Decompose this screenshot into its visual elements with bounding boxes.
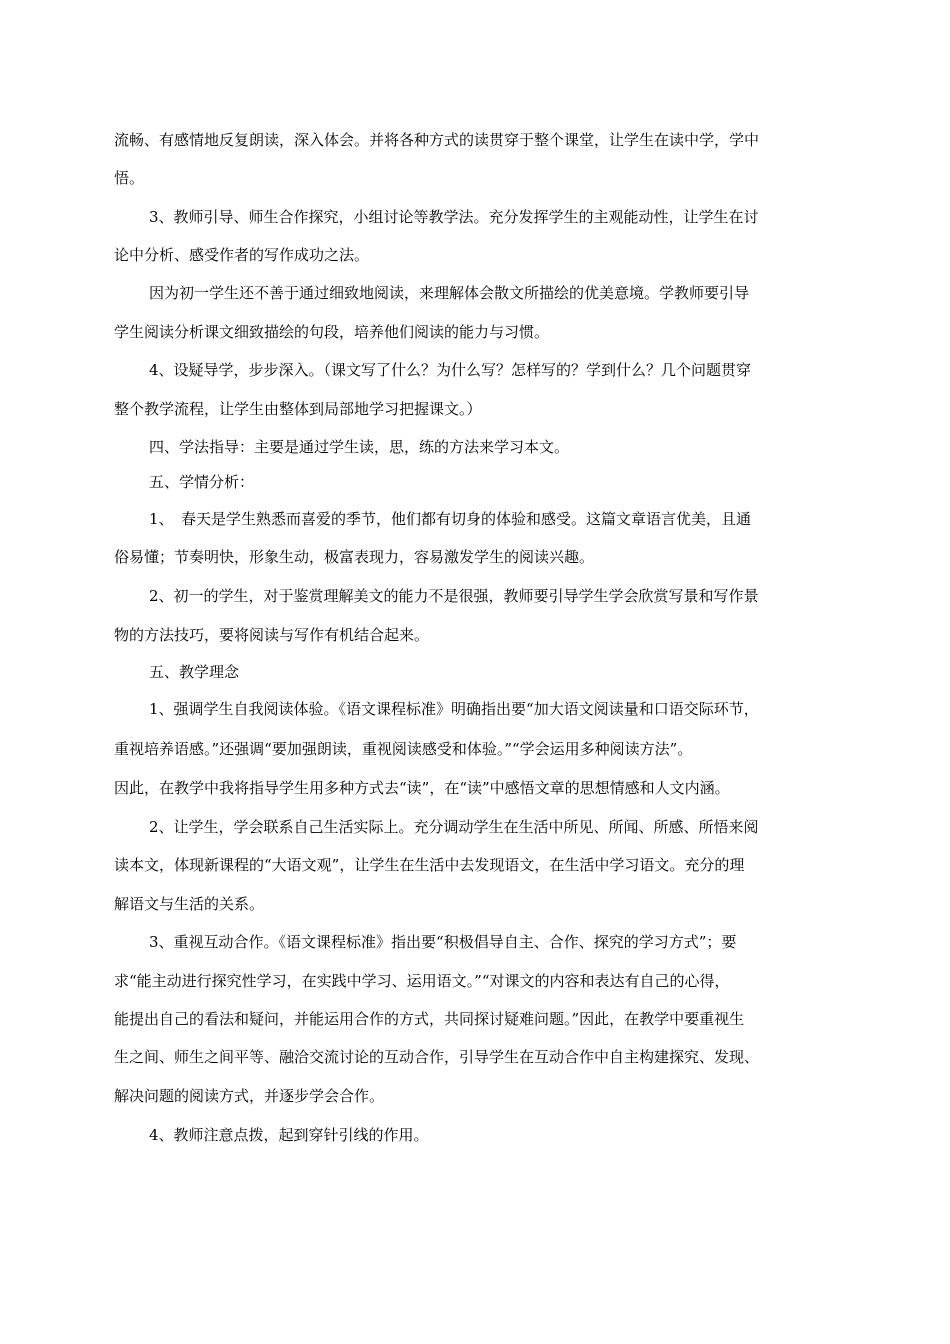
section-heading: 五、教学理念 <box>149 663 240 681</box>
paragraph-line: 4、教师注意点拨，起到穿针引线的作用。 <box>149 1126 429 1144</box>
paragraph-line: 读本文，体现新课程的“大语文观”，让学生在生活中去发现语文，在生活中学习语文。充分的理 <box>114 856 745 874</box>
paragraph-line: 解决问题的阅读方式，并逐步学会合作。 <box>114 1087 385 1105</box>
paragraph-line: 学生阅读分析课文细致描绘的句段，培养他们阅读的能力与习惯。 <box>114 323 550 341</box>
paragraph-line: 1、强调学生自我阅读体验。《语文课程标准》明确指出要“加大语文阅读量和口语交际环节， <box>149 700 759 718</box>
paragraph-line: 3、教师引导、师生合作探究，小组讨论等教学法。充分发挥学生的主观能动性，让学生在讨 <box>149 208 759 226</box>
paragraph-line: 重视培养语感。”还强调“要加强朗读，重视阅读感受和体验。”“学会运用多种阅读方法”。 <box>114 740 693 758</box>
paragraph-line: 4、设疑导学，步步深入。（课文写了什么？为什么写？怎样写的？学到什么？几个问题贯穿 <box>149 361 752 379</box>
paragraph-line: 1、 春天是学生熟悉而喜爱的季节，他们都有切身的体验和感受。这篇文章语言优美，且通 <box>149 510 752 528</box>
paragraph-line: 流畅、有感情地反复朗读，深入体会。并将各种方式的读贯穿于整个课堂，让学生在读中学，学中 <box>114 131 760 149</box>
paragraph-line: 因为初一学生还不善于通过细致地阅读，来理解体会散文所描绘的优美意境。学教师要引导 <box>149 284 750 302</box>
paragraph-line: 能提出自己的看法和疑问，并能运用合作的方式，共同探讨疑难问题。”因此，在教学中要重视生 <box>114 1010 745 1028</box>
paragraph-line: 求“能主动进行探究性学习，在实践中学习、运用语文。”“对课文的内容和表达有自己的心得， <box>114 972 730 990</box>
paragraph-line: 因此，在教学中我将指导学生用多种方式去“读”，在“读”中感悟文章的思想情感和人文内涵。 <box>114 779 730 797</box>
paragraph-line: 论中分析、感受作者的写作成功之法。 <box>114 246 370 264</box>
section-heading: 五、学情分析： <box>149 473 255 491</box>
paragraph-line: 解语文与生活的关系。 <box>114 895 265 913</box>
paragraph-line: 2、让学生，学会联系自己生活实际上。充分调动学生在生活中所见、所闻、所感、所悟来阅 <box>149 818 759 836</box>
paragraph-line: 俗易懂；节奏明快，形象生动，极富表现力，容易激发学生的阅读兴趣。 <box>114 548 595 566</box>
paragraph-line: 3、重视互动合作。《语文课程标准》指出要“积极倡导自主、合作、探究的学习方式”；要 <box>149 933 737 951</box>
paragraph-line: 2、初一的学生，对于鉴赏理解美文的能力不是很强，教师要引导学生学会欣赏写景和写作景 <box>149 587 759 605</box>
paragraph-line: 整个教学流程，让学生由整体到局部地学习把握课文。） <box>114 400 482 418</box>
section-heading: 四、学法指导：主要是通过学生读，思，练的方法来学习本文。 <box>149 438 570 456</box>
paragraph-line: 生之间、师生之间平等、融洽交流讨论的互动合作，引导学生在互动合作中自主构建探究、发现、 <box>114 1048 760 1066</box>
paragraph-line: 物的方法技巧，要将阅读与写作有机结合起来。 <box>114 626 430 644</box>
paragraph-line: 悟。 <box>114 169 145 187</box>
